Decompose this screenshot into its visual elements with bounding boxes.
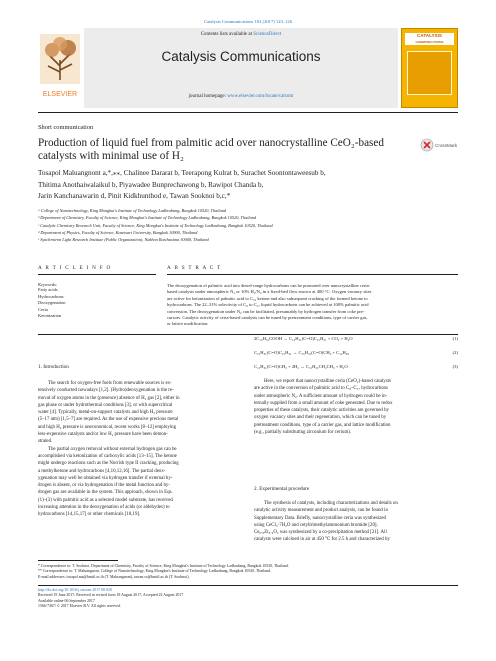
crossmark-badge[interactable] [420,138,460,152]
intro-line: drogen is absent, or via hydrogenation if the metal function and hy- [38,483,171,489]
author-line-2[interactable]: Thitima Anothaiwalaikul b, Piyawadee Bunprechawong b, Rawipot Chanda b, [38,180,264,189]
intro-line: are active in the conversion of palmitic acid to C₈–C₁₇ hydrocarbons [254,386,388,392]
intro-line: properties of these catalysts, their catalytic activities are governed by [254,408,389,414]
abstract-line: The deoxygenation of palmitic acid into diesel-range hydrocarbons can be promoted over nanocrystalline ceria- [167,283,371,288]
footnote-item: * Correspondence to: T. Sooknoi, Department of Chemistry, Faculty of Science, King Mongkut's Institute of Technology Ladkrabang, Bangkok 10520, Thailand. [38,564,289,568]
footnote-email[interactable]: E-mail addresses: tosapol.ma@kmitl.ac.th (T. Maluangnont), tawan.so@kmitl.ac.th (T. Sooknoi). [38,574,190,579]
intro-line: pretreatment conditions, type of a carrier gas, and lattice modification [254,422,391,428]
equation-3 [254,364,458,369]
abstract-line: hydrocarbons. The 22–31% selectivity of C₈ to C₁₇ liquid hydrocarbons can be achieved at 100% palmitic acid [167,302,369,308]
cover-subtitle: COMMUNICATIONS [415,40,444,44]
title-line-1: Production of liquid fuel from palmitic acid over nanocrystalline CeO₂-based [38,137,384,149]
introduction-text [38,380,240,519]
abstract-line: are active for ketonization of palmitic acid to C₃₁ ketone and also subsequent cracking of the formed ketone to [167,295,368,301]
author-line-1[interactable]: Tosapol Maluangnont a,*,⁎⁎, Chalinee Dararat b, Teerapong Kulrat b, Surachet Soontontaweesub b, [38,169,326,177]
article-title [38,137,418,163]
affiliation-item: ᵃ College of Nanotechnology, King Mongkut's Institute of Technology Ladkrabang, Bangkok 10520, Thailand [38,208,227,213]
svg-text:CrossMark: CrossMark [435,143,458,148]
equation-number: (2) [452,350,458,355]
intro-line: under atmospheric N₂. A sufficient amount of hydrogen could be in- [254,393,388,399]
intro-line: The partial oxygen removal without external hydrogen gas can be [48,446,177,452]
right-intro-text [254,378,458,436]
equation-1 [254,336,458,341]
journal-masthead [38,28,458,108]
intro-line: increasing attention in the deoxygenation of acids (or aldehydes) to [38,505,170,511]
abstract-line: based catalysts under atmospheric N₂ or 10% H₂/N₂ in a fixed-bed flow reactor at 400 °C. Oxygen vacancy sites [167,289,372,295]
intro-line: gas phase or under hydrothermal conditions [3], or with supercritical [38,402,173,408]
intro-line: accomplished via ketonization of carboxylic acids [13–15]. The ketone [38,453,177,459]
footer-rule [38,585,458,586]
keyword-item: Deoxygenation [38,300,66,306]
available-online: Available online 06 September 2017 [38,598,95,603]
journal-cover-thumbnail[interactable] [401,28,458,108]
experimental-line: Ce₀.₈Zr₀.₂O₂ was synthesized by a co-precipitation method [21]. All [254,530,387,536]
intro-line: water [4]. Typically, metal-on-support catalysts and high H₂ pressure [38,410,173,416]
intro-line: might undergo reactions such as the Norrish type II cracking, producing [38,461,179,467]
intro-line: Here, we report that nanocrystalline ceria (CeO₂)-based catalysts [264,379,391,384]
abstract-line: cursors. Catalytic activity of ceria-based catalysts can be tuned by pretreatment conditions, type of carrier gas, [167,315,368,321]
experimental-line: The synthesis of catalysts, including characterizations and details on [264,501,398,506]
crossmark-icon [420,138,460,152]
equation-number: (1) [452,336,458,341]
intro-line: (e.g., partially substituting zirconium for cerium). [254,430,352,436]
intro-line: ternally supplied from a small amount of coke generated. Due to redox [254,400,393,406]
title-line-2: catalysts with minimal use of H₂ [38,150,184,163]
cover-artwork [407,51,452,95]
doi-link[interactable]: http://dx.doi.org/10.1016/j.catcom.2017.08.028 [38,588,112,592]
elsevier-tree-icon [38,30,82,106]
keyword-item: Hydrocarbons [38,293,64,299]
experimental-line: catalytic activity measurement and product analysis, can be found in [254,508,388,514]
running-head[interactable]: Catalysis Communications 102 (2017) 123–126 [203,19,293,24]
intro-line: The search for oxygen-free fuels from renewable sources is ex- [48,381,172,386]
abstract-line: conversion. The deoxygenation under N₂ can be facilitated, presumably by hydrogen transfer from coke pre- [167,308,365,314]
intro-line: and high H₂ pressure is uneconomical, recent works [8–12] employing [38,424,177,430]
abstract-bottom-rule [38,334,458,335]
footnote-item: ** Correspondence to: T. Maluangnont, College of Nanotechnology, King Mongkut's Institute of Technology Ladkrabang, Bangkok 10520, Thailand. [38,569,271,574]
journal-title: Catalysis Communications [161,49,321,64]
equation-text: 2C₁₅H₃₁COOH → C₁₅H₃₁(C=O)C₁₅H₃₁ + CO₂ + H₂O [254,336,353,341]
homepage-link[interactable]: www.elsevier.com/locate/catcom [227,94,294,99]
section-2-heading: 2. Experimental procedure [254,486,310,492]
affiliation-item: ᶜ Catalytic Chemistry Research Unit, Faculty of Science, King Mongkut's Institute of Technology Ladkrabang, Bangkok 10520, Thailand [38,222,273,228]
masthead-rule [38,112,458,113]
intro-line: hydrocarbons [14,15,17] or other chemicals [18,19]. [38,512,141,518]
abstract-line: or lattice modification. [167,321,209,327]
experimental-line: using CeCl₃·7H₂O and cetyltrimethylammonium bromide [20]. [254,522,378,528]
copyright-line: 1566-7367/ © 2017 Elsevier B.V. All rights reserved. [38,604,121,609]
masthead-banner [84,28,398,108]
affiliation-item: ᵇ Department of Chemistry, Faculty of Science, King Mongkut's Institute of Technology Ladkrabang, Bangkok 10520, Thailand [38,215,257,221]
intro-line: tensively conducted nowadays [1,2]. (Hydro)deoxygenation is the re- [38,388,174,394]
cover-title: CATALYSIS [417,33,442,38]
intro-line: less-expensive catalysts and/or low H₂ pressure have been demon- [38,432,168,438]
keywords-label: Keywords: [38,282,58,287]
keyword-item: Fatty acids [38,287,58,292]
intro-line: (5–17 atm) [1,5–7] are required. As the use of expensive precious metal [38,417,179,423]
footnotes [38,564,458,580]
intro-line: oxygen vacancy sites and their regeneration, which can be tuned by [254,415,387,421]
equation-number: (3) [452,364,458,369]
intro-line: drogen gas are available in the system. This approach, shown in Eqs. [38,490,173,496]
elsevier-logo[interactable] [38,30,82,106]
equation-2 [254,350,458,355]
article-info-heading: A R T I C L E I N F O [38,265,112,271]
intro-line: strated. [38,439,53,445]
intro-line: (1)–(3) with palmitic acid as a selected model substrate, has received [38,497,173,503]
experimental-line: Supplementary Data. Briefly, nanocrystalline ceria was synthesized [254,515,386,521]
article-info-rule [38,274,156,275]
contents-line: Contents lists available at ScienceDirect [200,32,282,37]
keyword-item: Ceria [38,306,48,312]
footnote-rule [38,560,118,561]
keywords-block [38,282,156,320]
affiliation-list [38,207,458,243]
section-1-heading: 1. Introduction [38,364,69,370]
author-list [38,168,458,203]
author-line-3[interactable]: Jarin Kanchanawarin d, Pinit Kidkhunthod e, Tawan Sooknoi b,c,* [38,192,231,201]
experimental-text [254,500,458,544]
abstract-rule [167,274,458,275]
article-type: Short communication [38,124,94,131]
intro-line: moval of oxygen atoms in the (presence) absence of H₂ gas [2], either in [38,395,180,401]
intro-line: ygenation may well be obtained via hydrogen transfer if external hy- [38,475,173,481]
received-dates: Received 19 June 2017; Received in revised form 18 August 2017; Accepted 22 August 2017 [38,593,184,598]
equation-text: C₁₅H₃₁(C=O)CH₃ + 2H₂ → C₁₅H₃₁CH₂CH₃ + H₂O [254,364,348,369]
affiliation-item: ᵈ Department of Physics, Faculty of Science, Kasetsart University, Bangkok 10900, Thailand [38,229,198,235]
intro-line: a methylketone and hydrocarbons [4,10,12,16]. The partial deox- [38,468,166,474]
elsevier-wordmark: ELSEVIER [42,91,78,98]
abstract-heading: A B S T R A C T [167,265,222,271]
experimental-line: catalysts were calcined in air at 450 °C for 2.5 h and characterized by [254,537,390,543]
abstract-text [167,283,458,328]
affiliation-item: ᵉ Synchrotron Light Research Institute (Public Organization), Nakhon Ratchasima 30000, Thailand [38,237,209,243]
article-history [38,588,458,610]
keyword-item: Ketonization [38,313,62,319]
equation-text: C₁₅H₃₁(C=O)C₁₅H₃₁ → C₁₅H₃₁(C=O)CH₃ + C₁₄H₂₈ [254,350,349,355]
homepage-line: journal homepage: www.elsevier.com/locate/catcom [188,94,294,99]
sciencedirect-link[interactable]: ScienceDirect [253,32,282,37]
